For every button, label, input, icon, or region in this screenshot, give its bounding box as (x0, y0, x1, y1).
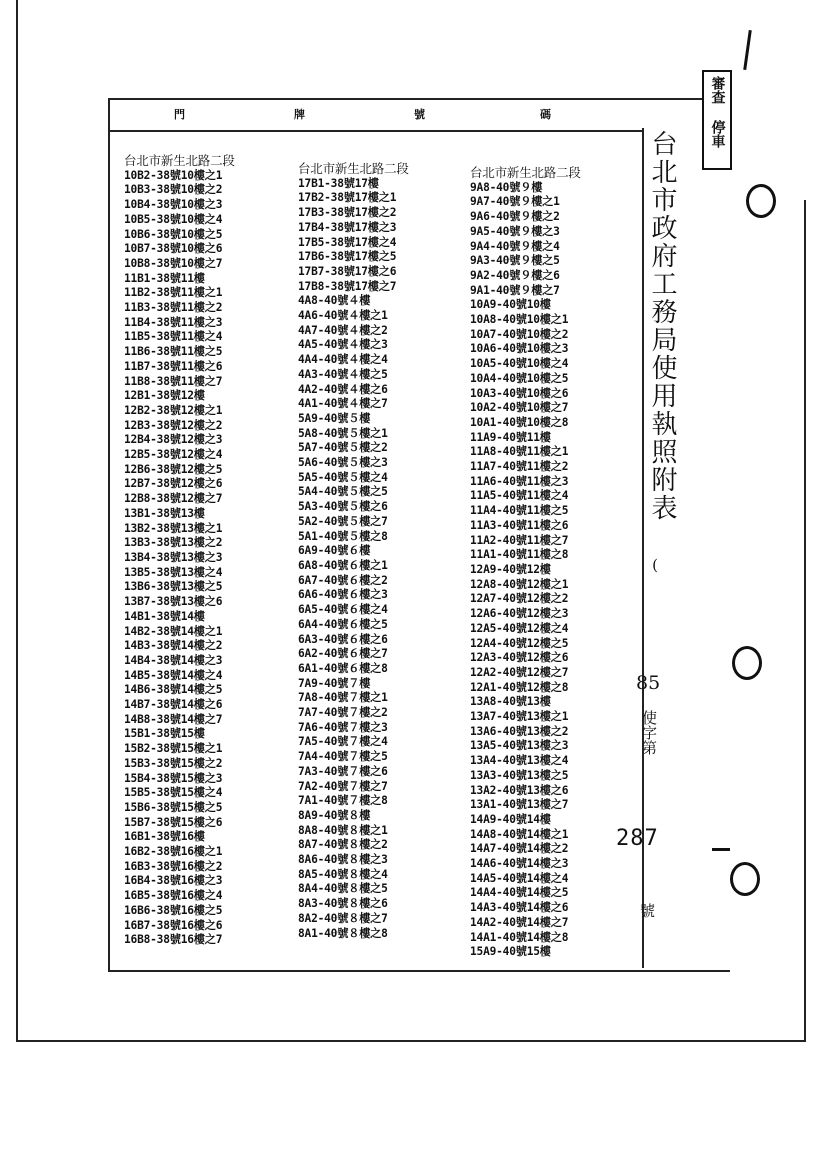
address-entry: 15A9-40號15樓 (470, 945, 551, 959)
header-cell: 碼 (540, 108, 551, 121)
address-entry: 15B4-38號15樓之3 (124, 771, 223, 785)
address-entry: 10A7-40號10樓之2 (470, 327, 569, 341)
address-entry: 5A4-40號５樓之5 (298, 485, 388, 499)
address-entry: 17B8-38號17樓之7 (298, 279, 397, 293)
address-entry: 12B8-38號12樓之7 (124, 492, 223, 506)
address-entry: 13A3-40號13樓之5 (470, 768, 569, 782)
address-entry: 7A1-40號７樓之8 (298, 794, 388, 808)
address-entry: 13A1-40號13樓之7 (470, 798, 569, 812)
address-entry: 11B8-38號11樓之7 (124, 374, 223, 388)
address-entry: 12A8-40號12樓之1 (470, 577, 569, 591)
address-entry: 11B6-38號11樓之5 (124, 345, 223, 359)
scan-left-edge (16, 0, 18, 1040)
address-entry: 11B1-38號11樓 (124, 271, 205, 285)
address-entry: 12A9-40號12樓 (470, 562, 551, 576)
address-entry: 11B5-38號11樓之4 (124, 330, 223, 344)
address-entry: 10A8-40號10樓之1 (470, 313, 569, 327)
address-entry: 5A9-40號５樓 (298, 411, 371, 425)
address-entry: 14A4-40號14樓之5 (470, 886, 569, 900)
address-entry: 12B2-38號12樓之1 (124, 403, 223, 417)
address-entry: 11B4-38號11樓之3 (124, 315, 223, 329)
address-entry: 4A2-40號４樓之6 (298, 382, 388, 396)
address-entry: 7A2-40號７樓之7 (298, 779, 388, 793)
address-entry: 10B7-38號10樓之6 (124, 242, 223, 256)
approval-stamp (702, 70, 732, 170)
document-title: 台北市政府工務局使用執照附表 (647, 130, 677, 522)
address-entry: 13B5-38號13樓之4 (124, 565, 223, 579)
address-entry: 8A7-40號８樓之2 (298, 838, 388, 852)
address-column-2 (298, 162, 409, 941)
address-entry: 5A6-40號５樓之3 (298, 456, 388, 470)
address-entry: 11A5-40號11樓之4 (470, 489, 569, 503)
address-entry: 14A1-40號14樓之8 (470, 930, 569, 944)
address-entry: 4A7-40號４樓之2 (298, 323, 388, 337)
address-entry: 10A9-40號10樓 (470, 298, 551, 312)
address-entry: 14B2-38號14樓之1 (124, 624, 223, 638)
punch-hole (730, 862, 760, 896)
address-entry: 4A3-40號４樓之5 (298, 367, 388, 381)
address-entry: 6A1-40號６樓之8 (298, 661, 388, 675)
address-entry: 15B3-38號15樓之2 (124, 756, 223, 770)
address-entry: 5A3-40號５樓之6 (298, 500, 388, 514)
address-entry: 7A4-40號７樓之5 (298, 750, 388, 764)
address-entry: 16B4-38號16樓之3 (124, 874, 223, 888)
punch-hole (732, 646, 762, 680)
address-entry: 6A2-40號６樓之7 (298, 647, 388, 661)
address-entry: 14A9-40號14樓 (470, 812, 551, 826)
address-entry: 12B1-38號12樓 (124, 389, 205, 403)
column-heading: 台北市新生北路二段 (124, 153, 235, 168)
address-entry: 6A9-40號６樓 (298, 544, 371, 558)
address-entry: 5A7-40號５樓之2 (298, 441, 388, 455)
permit-number: 287 (616, 826, 659, 851)
address-entry: 10B3-38號10樓之2 (124, 183, 223, 197)
address-entry: 14B7-38號14樓之6 (124, 698, 223, 712)
address-entry: 10A1-40號10樓之8 (470, 415, 569, 429)
address-entry: 14B6-38號14樓之5 (124, 683, 223, 697)
address-entry: 14B5-38號14樓之4 (124, 668, 223, 682)
address-entry: 13B7-38號13樓之6 (124, 595, 223, 609)
punch-hole (746, 184, 776, 218)
address-entry: 6A4-40號６樓之5 (298, 617, 388, 631)
address-entry: 12B3-38號12樓之2 (124, 418, 223, 432)
address-column-3 (470, 166, 581, 960)
address-entry: 13A7-40號13樓之1 (470, 710, 569, 724)
address-entry: 11A7-40號11樓之2 (470, 460, 569, 474)
address-entry: 9A5-40號９樓之3 (470, 224, 560, 238)
address-entry: 9A6-40號９樓之2 (470, 210, 560, 224)
address-entry: 11B3-38號11樓之2 (124, 301, 223, 315)
address-entry: 17B7-38號17樓之6 (298, 264, 397, 278)
address-entry: 4A6-40號４樓之1 (298, 309, 388, 323)
address-entry: 17B4-38號17樓之3 (298, 220, 397, 234)
address-entry: 6A7-40號６樓之2 (298, 573, 388, 587)
address-entry: 12A4-40號12樓之5 (470, 636, 569, 650)
permit-type-label: 使字第 (640, 710, 658, 755)
address-entry: 8A3-40號８樓之6 (298, 897, 388, 911)
address-entry: 9A7-40號９樓之1 (470, 195, 560, 209)
address-entry: 7A9-40號７樓 (298, 676, 371, 690)
address-entry: 8A4-40號８樓之5 (298, 882, 388, 896)
address-entry: 14B4-38號14樓之3 (124, 653, 223, 667)
address-entry: 14A7-40號14樓之2 (470, 842, 569, 856)
address-entry: 9A1-40號９樓之7 (470, 283, 560, 297)
address-entry: 13B6-38號13樓之5 (124, 580, 223, 594)
address-entry: 10B4-38號10樓之3 (124, 198, 223, 212)
table-header (110, 100, 642, 132)
scan-bottom-edge (16, 1040, 806, 1042)
address-entry: 13A2-40號13樓之6 (470, 783, 569, 797)
address-entry: 16B3-38號16樓之2 (124, 859, 223, 873)
address-entry: 17B2-38號17樓之1 (298, 191, 397, 205)
address-entry: 7A8-40號７樓之1 (298, 691, 388, 705)
address-column-1 (124, 154, 235, 948)
address-entry: 16B7-38號16樓之6 (124, 918, 223, 932)
address-entry: 6A6-40號６樓之3 (298, 588, 388, 602)
address-entry: 13A6-40號13樓之2 (470, 724, 569, 738)
address-entry: 12A1-40號12樓之8 (470, 680, 569, 694)
address-entry: 6A3-40號６樓之6 (298, 632, 388, 646)
address-entry: 15B5-38號15樓之4 (124, 786, 223, 800)
address-entry: 5A5-40號５樓之4 (298, 470, 388, 484)
address-entry: 14A2-40號14樓之7 (470, 915, 569, 929)
address-entry: 10B5-38號10樓之4 (124, 212, 223, 226)
address-entry: 10A3-40號10樓之6 (470, 386, 569, 400)
address-entry: 5A8-40號５樓之1 (298, 426, 388, 440)
address-entry: 9A4-40號９樓之4 (470, 239, 560, 253)
header-cell: 號 (414, 108, 425, 121)
address-entry: 7A6-40號７樓之3 (298, 720, 388, 734)
address-entry: 14B1-38號14樓 (124, 609, 205, 623)
address-entry: 12B7-38號12樓之6 (124, 477, 223, 491)
address-entry: 10B8-38號10樓之7 (124, 256, 223, 270)
address-entry: 11A1-40號11樓之8 (470, 548, 569, 562)
column-heading: 台北市新生北路二段 (298, 161, 409, 176)
address-entry: 12A2-40號12樓之7 (470, 665, 569, 679)
address-entry: 13A8-40號13樓 (470, 695, 551, 709)
address-entry: 9A3-40號９樓之5 (470, 254, 560, 268)
address-entry: 14A6-40號14樓之3 (470, 857, 569, 871)
address-entry: 11A9-40號11樓 (470, 430, 551, 444)
part-marker: ( (646, 556, 664, 574)
address-entry: 12B6-38號12樓之5 (124, 462, 223, 476)
address-entry: 7A5-40號７樓之4 (298, 735, 388, 749)
address-entry: 6A5-40號６樓之4 (298, 603, 388, 617)
address-entry: 12A6-40號12樓之3 (470, 607, 569, 621)
address-entry: 4A5-40號４樓之3 (298, 338, 388, 352)
address-entry: 15B6-38號15樓之5 (124, 800, 223, 814)
address-entry: 12B4-38號12樓之3 (124, 433, 223, 447)
address-entry: 12A7-40號12樓之2 (470, 592, 569, 606)
permit-year: 85 (636, 672, 661, 694)
address-entry: 10B2-38號10樓之1 (124, 168, 223, 182)
address-entry: 5A1-40號５樓之8 (298, 529, 388, 543)
address-entry: 9A2-40號９樓之6 (470, 268, 560, 282)
address-entry: 4A4-40號４樓之4 (298, 353, 388, 367)
address-entry: 10B6-38號10樓之5 (124, 227, 223, 241)
address-entry: 14A5-40號14樓之4 (470, 871, 569, 885)
address-entry: 8A8-40號８樓之1 (298, 823, 388, 837)
address-entry: 13B2-38號13樓之1 (124, 521, 223, 535)
address-entry: 17B5-38號17樓之4 (298, 235, 397, 249)
address-entry: 13B3-38號13樓之2 (124, 536, 223, 550)
address-entry: 7A3-40號７樓之6 (298, 764, 388, 778)
address-entry: 11A4-40號11樓之5 (470, 504, 569, 518)
address-entry: 11A8-40號11樓之1 (470, 445, 569, 459)
address-entry: 8A2-40號８樓之7 (298, 911, 388, 925)
column-heading: 台北市新生北路二段 (470, 165, 581, 180)
address-entry: 15B2-38號15樓之1 (124, 742, 223, 756)
address-entry: 14B3-38號14樓之2 (124, 639, 223, 653)
address-entry: 15B1-38號15樓 (124, 727, 205, 741)
address-entry: 14B8-38號14樓之7 (124, 712, 223, 726)
address-entry: 17B3-38號17樓之2 (298, 206, 397, 220)
address-entry: 4A1-40號４樓之7 (298, 397, 388, 411)
address-entry: 8A6-40號８樓之3 (298, 853, 388, 867)
address-entry: 16B8-38號16樓之7 (124, 933, 223, 947)
address-entry: 12A5-40號12樓之4 (470, 621, 569, 635)
address-entry: 4A8-40號４樓 (298, 294, 371, 308)
address-entry: 8A9-40號８樓 (298, 808, 371, 822)
address-entry: 13B1-38號13樓 (124, 506, 205, 520)
header-cell: 牌 (294, 108, 305, 121)
address-entry: 16B6-38號16樓之5 (124, 903, 223, 917)
address-entry: 7A7-40號７樓之2 (298, 706, 388, 720)
address-entry: 10A2-40號10樓之7 (470, 401, 569, 415)
address-entry: 16B1-38號16樓 (124, 830, 205, 844)
address-entry: 11A2-40號11樓之7 (470, 533, 569, 547)
address-entry: 11A3-40號11樓之6 (470, 518, 569, 532)
address-entry: 12A3-40號12樓之6 (470, 651, 569, 665)
address-entry: 13A5-40號13樓之3 (470, 739, 569, 753)
address-entry: 17B1-38號17樓 (298, 176, 379, 190)
address-entry: 12B5-38號12樓之4 (124, 448, 223, 462)
address-entry: 10A4-40號10樓之5 (470, 371, 569, 385)
address-entry: 8A5-40號８樓之4 (298, 867, 388, 881)
address-entry: 5A2-40號５樓之7 (298, 514, 388, 528)
address-entry: 6A8-40號６樓之1 (298, 558, 388, 572)
address-entry: 13B4-38號13樓之3 (124, 550, 223, 564)
address-entry: 11A6-40號11樓之3 (470, 474, 569, 488)
address-entry: 10A5-40號10樓之4 (470, 357, 569, 371)
address-entry: 9A8-40號９樓 (470, 180, 543, 194)
address-entry: 16B5-38號16樓之4 (124, 889, 223, 903)
stamp-text: 審查 停車 (709, 76, 726, 148)
address-entry: 13A4-40號13樓之4 (470, 754, 569, 768)
address-entry: 14A3-40號14樓之6 (470, 901, 569, 915)
address-entry: 10A6-40號10樓之3 (470, 342, 569, 356)
header-cell: 門 (174, 108, 185, 121)
address-entry: 11B7-38號11樓之6 (124, 359, 223, 373)
address-entry: 8A1-40號８樓之8 (298, 926, 388, 940)
mark-top-right (743, 30, 752, 70)
scan-right-edge (804, 200, 806, 1042)
permit-suffix: 號 (640, 902, 656, 920)
address-entry: 14A8-40號14樓之1 (470, 827, 569, 841)
address-entry: 17B6-38號17樓之5 (298, 250, 397, 264)
address-entry: 16B2-38號16樓之1 (124, 845, 223, 859)
address-entry: 15B7-38號15樓之6 (124, 815, 223, 829)
address-entry: 11B2-38號11樓之1 (124, 286, 223, 300)
